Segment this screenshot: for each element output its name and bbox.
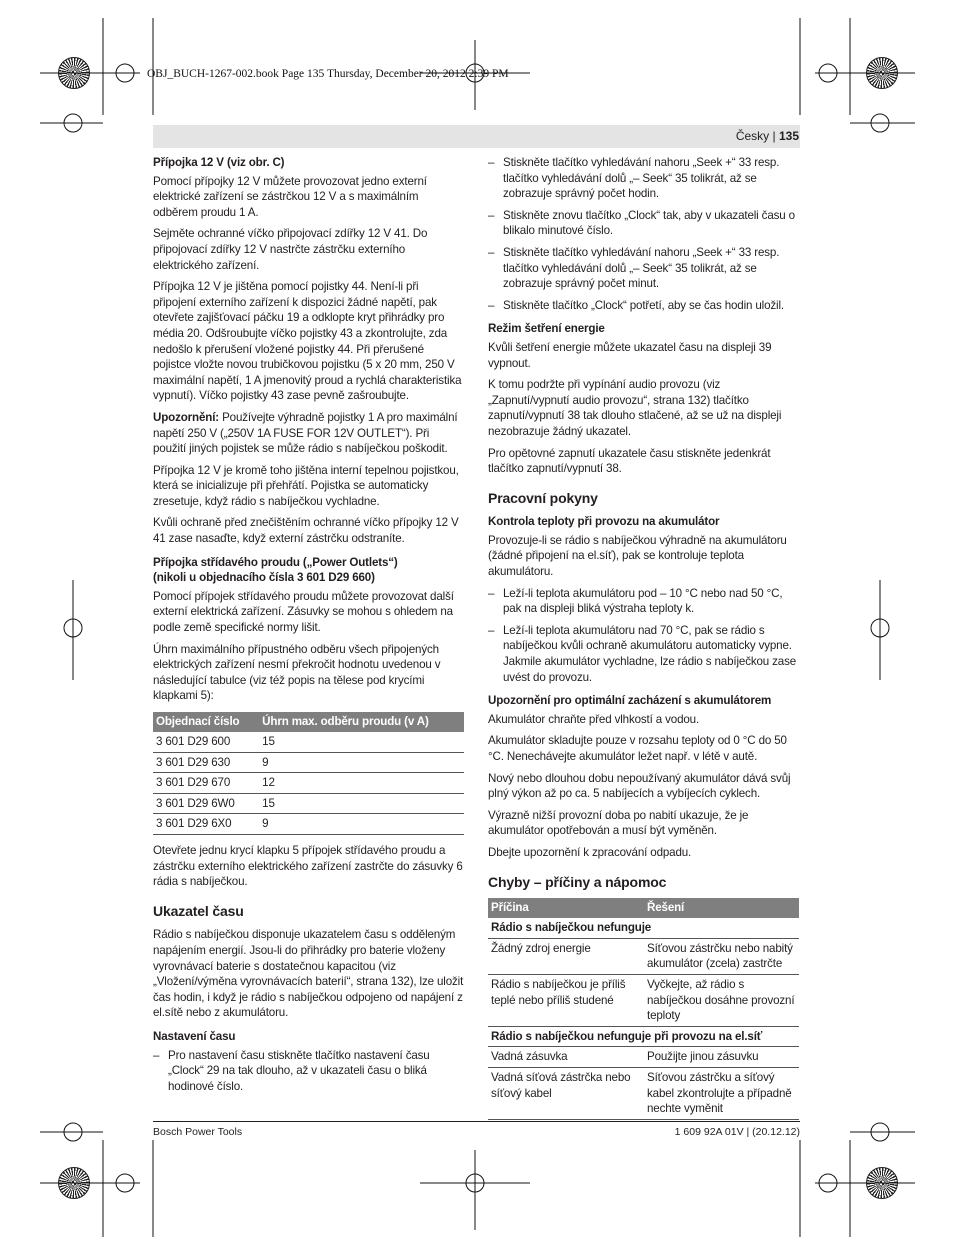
language-label: Česky bbox=[735, 129, 770, 143]
warning-label: Upozornění: bbox=[153, 410, 219, 424]
table-header-row bbox=[153, 712, 464, 732]
section-title: Nastavení času bbox=[153, 1029, 236, 1043]
paragraph: Akumulátor skladujte pouze v rozsahu teploty od 0 °C do 50 °C. Nenechávejte akumulátor ležet např. v létě v autě. bbox=[488, 734, 787, 763]
table-group-row: Rádio s nabíječkou nefunguje při provozu na el.síť bbox=[488, 1026, 799, 1047]
list-item: – Stiskněte tlačítko „Clock“ potřetí, aby se čas hodin uložil. bbox=[488, 298, 799, 314]
paragraph: Úhrn maximálního přípustného odběru všech připojených elektrických zařízení nesmí překročit hodnotu uvedenou v následující tabulce (viz též popis na tělese pod krycími klapkami 5): bbox=[153, 642, 441, 703]
table-row: Rádio s nabíječkou je příliš teplé nebo příliš studené Vyčkejte, až rádio s nabíječkou dosáhne provozní teploty bbox=[488, 974, 799, 1026]
table-row: Vadná zásuvka Použijte jinou zásuvku bbox=[488, 1047, 799, 1068]
paragraph: Výrazně nižší provozní doba po nabití ukazuje, že je akumulátor opotřebován a musí být vyměněn. bbox=[488, 808, 749, 838]
warning-text: Používejte výhradně pojistky 1 A pro maximální napětí 250 V („250V 1A FUSE FOR 12V OUTLET“). Při použití jiných pojistek se může rádio s nabíječkou poškodit. bbox=[153, 410, 458, 456]
paragraph: Pro opětovné zapnutí ukazatele času stiskněte jedenkrát tlačítko zapnutí/vypnutí 38. bbox=[488, 446, 771, 476]
paragraph: Přípojka 12 V je kromě toho jištěna interní tepelnou pojistkou, která se inicializuje při přehřátí. Pojistka se automaticky zresetuje, když rádio s nabíječkou vychladne. bbox=[153, 463, 459, 508]
footer-rule bbox=[153, 1121, 800, 1122]
section-heading: Chyby – příčiny a nápomoc bbox=[488, 873, 667, 890]
section-title: Upozornění pro optimální zacházení s akumulátorem bbox=[488, 694, 772, 708]
left-column bbox=[153, 155, 464, 1100]
registration-star-icon bbox=[58, 1167, 90, 1199]
table-row: 3 601 D29 600 15 bbox=[153, 732, 464, 752]
paragraph: Sejměte ochranné víčko připojovací zdířky 12 V 41. Do připojovací zdířky 12 V nastrčte zástrčku externího elektrického zařízení. bbox=[153, 227, 428, 272]
paragraph: Pomocí přípojky 12 V můžete provozovat jedno externí elektrické zařízení se zástrčkou 12 V a s maximálním odběrem proudu 1 A. bbox=[153, 174, 427, 219]
table-row: 3 601 D29 670 12 bbox=[153, 773, 464, 794]
section-heading: Pracovní pokyny bbox=[488, 489, 598, 506]
list-item: – Stiskněte tlačítko vyhledávání nahoru „Seek +“ 33 resp. tlačítko vyhledávání dolů „– Seek“ 35 tolikrát, až se zobrazuje správný počet minut. bbox=[488, 245, 799, 292]
section-title: Režim šetření energie bbox=[488, 322, 605, 336]
page-number: 135 bbox=[778, 129, 799, 143]
troubleshooting-table bbox=[488, 898, 799, 1120]
list-item: – Stiskněte tlačítko vyhledávání nahoru „Seek +“ 33 resp. tlačítko vyhledávání dolů „– Seek“ 35 tolikrát, až se zobrazuje správný počet hodin. bbox=[488, 155, 799, 202]
table-row: 3 601 D29 630 9 bbox=[153, 752, 464, 773]
paragraph: Kvůli šetření energie můžete ukazatel času na displeji 39 vypnout. bbox=[488, 340, 772, 370]
warning-paragraph bbox=[153, 410, 464, 457]
registration-star-icon bbox=[866, 1167, 898, 1199]
list-item: – Leží-li teplota akumulátoru nad 70 °C, pak se rádio s nabíječkou kvůli ochraně akumulátoru automaticky vypne. Jakmile akumulátor vychladne, lze rádio s nabíječkou zase uvést do provozu. bbox=[488, 623, 799, 685]
right-column bbox=[488, 155, 799, 1128]
section-title: Přípojka střídavého proudu („Power Outlets“) (nikoli u objednacího čísla 3 601 D29 660) bbox=[153, 555, 398, 585]
current-table bbox=[153, 712, 464, 835]
paragraph: Dbejte upozornění k zpracování odpadu. bbox=[488, 845, 692, 859]
paragraph: Kvůli ochraně před znečištěním ochranné víčko přípojky 12 V 41 zase nasaďte, když externí zástrčku odstraníte. bbox=[153, 516, 459, 546]
table-header-cell: Příčina bbox=[488, 898, 644, 918]
registration-star-icon bbox=[866, 57, 898, 89]
table-row: 3 601 D29 6W0 15 bbox=[153, 793, 464, 814]
table-header-row bbox=[488, 898, 799, 918]
table-header-cell: Úhrn max. odběru proudu (v A) bbox=[259, 712, 464, 732]
paragraph: Provozuje-li se rádio s nabíječkou výhradně na akumulátoru (žádné připojení na el.síť), pak se kontroluje teplota akumulátoru. bbox=[488, 533, 787, 579]
table-header-cell: Objednací číslo bbox=[153, 712, 259, 732]
table-row: Žádný zdroj energie Síťovou zástrčku nebo nabitý akumulátor (zcela) zastrčte bbox=[488, 938, 799, 974]
list-item: – Stiskněte znovu tlačítko „Clock“ tak, aby v ukazateli času o blikalo minutové číslo. bbox=[488, 208, 799, 239]
table-header-cell: Řešení bbox=[644, 898, 799, 918]
paragraph: Rádio s nabíječkou disponuje ukazatelem času s odděleným napájením energií. Jsou-li do přihrádky pro baterie vloženy vyrovnávací baterie s dostatečnou kapacitou (viz „Vložení/výměna vyrovnávacích baterií“, strana 132), lze uložit čas hodin, i když je rádio s nabíječkou odpojeno od napájení z el.sítě nebo z akumulátoru. bbox=[153, 928, 464, 1020]
registration-star-icon bbox=[58, 57, 90, 89]
paragraph: Přípojka 12 V je jištěna pomocí pojistky 44. Není-li při připojení externího zařízení k dispozici žádné napětí, pak otevřete zajišťovací páčku 19 a odklopte kryt přihrádky pro média 20. Odšroubujte víčko pojistky 43 a zkontrolujte, zda nedošlo k přerušení vložené pojistky 44. Při přerušené pojistce vložte novou trubičkovou pojistku (5 x 20 mm, 250 V maximální napětí, 1 A jmenovitý proud a rychlá charakteristika vypnutí). Víčko pojistky 43 zase pevně zašroubujte. bbox=[153, 280, 462, 403]
paragraph: K tomu podržte při vypínání audio provozu (viz „Zapnutí/vypnutí audio provozu“, strana 132) tlačítko zapnutí/vypnutí 38 tak dlouho stlačené, až se už na displeji nezobrazuje žádný ukazatel. bbox=[488, 378, 782, 438]
paragraph: Pomocí přípojek střídavého proudu můžete provozovat další externí elektrická zařízení. Zásuvky se mohou s ohledem na podle země specifické normy lišit. bbox=[153, 589, 454, 635]
header-band bbox=[153, 125, 800, 148]
list-item: – Leží-li teplota akumulátoru pod – 10 °C nebo nad 50 °C, pak na displeji bliká výstraha teploty k. bbox=[488, 586, 799, 617]
section-heading: Ukazatel času bbox=[153, 902, 244, 919]
section-title: Přípojka 12 V (viz obr. C) bbox=[153, 156, 285, 169]
table-row: 3 601 D29 6X0 9 bbox=[153, 814, 464, 835]
footer-right: 1 609 92A 01V | (20.12.12) bbox=[674, 1126, 800, 1138]
print-info: OBJ_BUCH-1267-002.book Page 135 Thursday, December 20, 2012 2:39 PM bbox=[147, 68, 509, 80]
table-group-row: Rádio s nabíječkou nefunguje bbox=[488, 918, 799, 938]
section-title: Kontrola teploty při provozu na akumulátor bbox=[488, 515, 720, 529]
footer-left: Bosch Power Tools bbox=[153, 1126, 243, 1138]
table-row: Vadná síťová zástrčka nebo síťový kabel Síťovou zástrčku a síťový kabel zkontrolujte a případně nechte vyměnit bbox=[488, 1067, 799, 1119]
page-header: Česky | 135 bbox=[735, 129, 799, 143]
paragraph: Otevřete jednu krycí klapku 5 přípojek střídavého proudu a zástrčku externího elektrického zařízení zastrčte do zásuvky 6 rádia s nabíječkou. bbox=[153, 843, 463, 889]
list-item: – Pro nastavení času stiskněte tlačítko nastavení času „Clock“ 29 na tak dlouho, až v ukazateli času o bliká hodinové číslo. bbox=[153, 1048, 464, 1095]
paragraph: Akumulátor chraňte před vlhkostí a vodou. bbox=[488, 712, 700, 726]
paragraph: Nový nebo dlouhou dobu nepoužívaný akumulátor dává svůj plný výkon až po ca. 5 nabíjecích a vybíjecích cyklech. bbox=[488, 771, 791, 801]
